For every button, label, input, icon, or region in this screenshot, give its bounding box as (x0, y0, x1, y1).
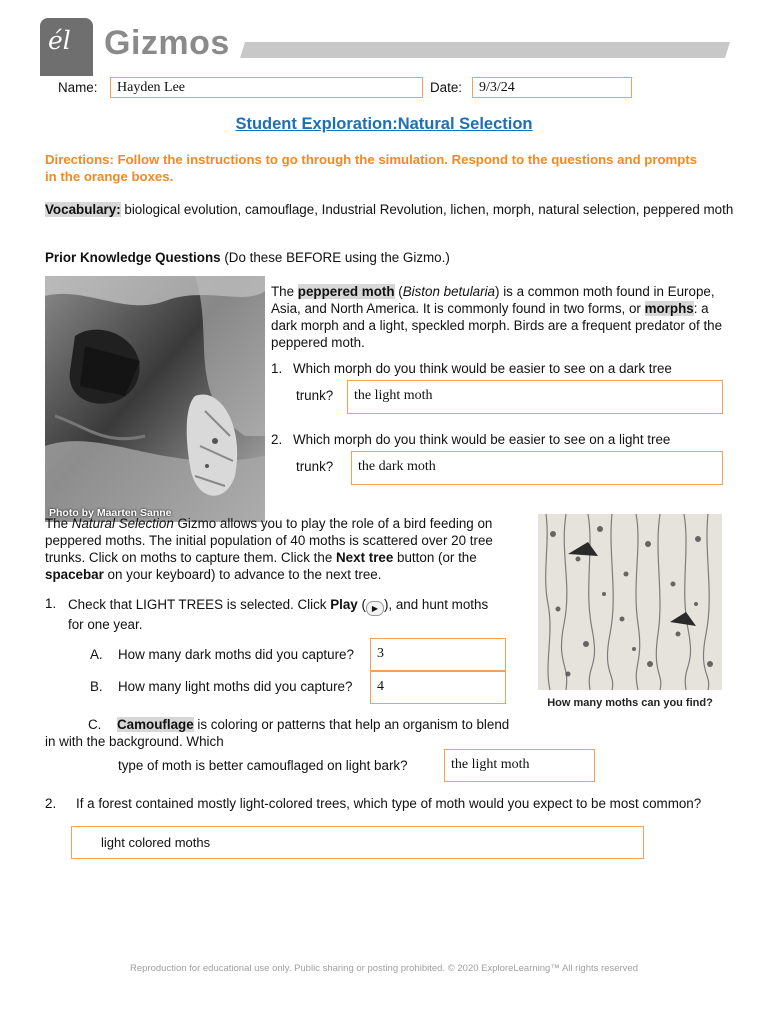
intro-text: : a dark morph and a light, speckled morph. Birds are a frequent predator of the peppered moth. (271, 301, 723, 350)
logo-mark: él (48, 26, 71, 55)
date-label: Date: (430, 80, 463, 95)
vocabulary (45, 201, 735, 218)
light-trees-photo (538, 514, 722, 690)
play-icon: ▶ (366, 601, 384, 616)
q1b-text: How many light moths did you capture? (118, 679, 353, 694)
pk-q2-tail: trunk? (296, 459, 334, 474)
pk-q1-num: 1. (271, 361, 283, 376)
q1-text-part: Check that LIGHT TREES is selected. Click (68, 597, 331, 612)
next-tree-term: Next tree (336, 550, 394, 565)
directions: Directions: Follow the instructions to go through the simulation. Respond to the questions and prompts in the orange boxes. (45, 152, 698, 184)
pk-q2-num: 2. (271, 432, 283, 447)
q1-text-part: ( (357, 597, 366, 612)
name-label: Name: (58, 80, 98, 95)
photo1-caption: Photo by Maarten Sanne (49, 507, 172, 519)
pk-q2-answer[interactable]: the dark moth (351, 451, 723, 485)
pk-note: (Do these BEFORE using the Gizmo.) (220, 250, 450, 265)
term-morphs: morphs (644, 301, 694, 316)
intro-paragraph (271, 283, 726, 351)
q2-num: 2. (45, 796, 57, 811)
term-camouflage: Camouflage (117, 717, 194, 732)
gizmo-intro-text: button (or the (393, 550, 477, 565)
q1-text-part: ), and hunt moths (383, 597, 489, 612)
gizmo-intro-text: The (45, 516, 72, 531)
gizmo-name: Natural Selection (71, 516, 174, 531)
pk-q1-answer[interactable]: the light moth (347, 380, 723, 414)
header-bar (240, 42, 730, 58)
q1c-answer[interactable]: the light moth (444, 749, 595, 782)
footer-copyright: Reproduction for educational use only. Public sharing or posting prohibited. © 2020 ExploreLearning™ All rights reserved (130, 963, 638, 974)
q1c-text-line2: in with the background. Which (45, 734, 224, 749)
pk-q2-text: Which morph do you think would be easier to see on a light tree (293, 432, 671, 447)
page-title: Student Exploration:Natural Selection (235, 115, 533, 133)
gizmo-intro-text: on your keyboard) to advance to the next tree. (103, 567, 382, 582)
q1b-answer[interactable]: 4 (370, 671, 506, 704)
date-field[interactable]: 9/3/24 (472, 77, 632, 98)
q2-text: If a forest contained mostly light-colored trees, which type of moth would you expect to be most common? (76, 796, 702, 811)
term-peppered-moth: peppered moth (297, 284, 395, 299)
intro-text: The (271, 284, 298, 299)
q1-text (68, 596, 508, 633)
brand-name: Gizmos (104, 24, 230, 62)
intro-text: ) is a common moth found in Europe, Asia, and North America. It is commonly found in two forms, or (271, 284, 715, 316)
q1c-letter: C. (88, 717, 102, 732)
q1-text-part: for one year. (68, 617, 143, 632)
q1c-text-part: is coloring or patterns that help an organism to blend (193, 717, 510, 732)
q1a-text: How many dark moths did you capture? (118, 647, 354, 662)
pk-q1-text: Which morph do you think would be easier to see on a dark tree (293, 361, 672, 376)
q2-answer[interactable]: light colored moths (71, 826, 644, 859)
vocabulary-text: biological evolution, camouflage, Industrial Revolution, lichen, morph, natural selection, peppered moth (120, 202, 734, 217)
prior-knowledge-heading (45, 250, 450, 265)
q1c-text (117, 717, 509, 732)
q1a-answer[interactable]: 3 (370, 638, 506, 671)
pk-q1-tail: trunk? (296, 388, 334, 403)
gizmo-intro-text: Gizmo allows you to play the role of a bird feeding on peppered moths. The initial population of 40 moths is scattered over 20 tree trunks. Click on moths to capture them. Click the (45, 516, 493, 565)
q1b-letter: B. (90, 679, 103, 694)
gizmo-intro-paragraph (45, 515, 525, 583)
pk-heading: Prior Knowledge Questions (45, 250, 221, 265)
spacebar-term: spacebar (45, 567, 104, 582)
intro-text: ( (394, 284, 403, 299)
latin-name: Biston betularia (402, 284, 496, 299)
name-field[interactable]: Hayden Lee (110, 77, 423, 98)
play-term: Play (330, 597, 358, 612)
q1c-text-line3: type of moth is better camouflaged on light bark? (118, 758, 408, 773)
photo2-caption: How many moths can you find? (547, 697, 713, 709)
vocabulary-label: Vocabulary: (45, 202, 121, 217)
peppered-moth-photo (45, 276, 265, 522)
q1-num: 1. (45, 596, 57, 611)
q1a-letter: A. (90, 647, 103, 662)
